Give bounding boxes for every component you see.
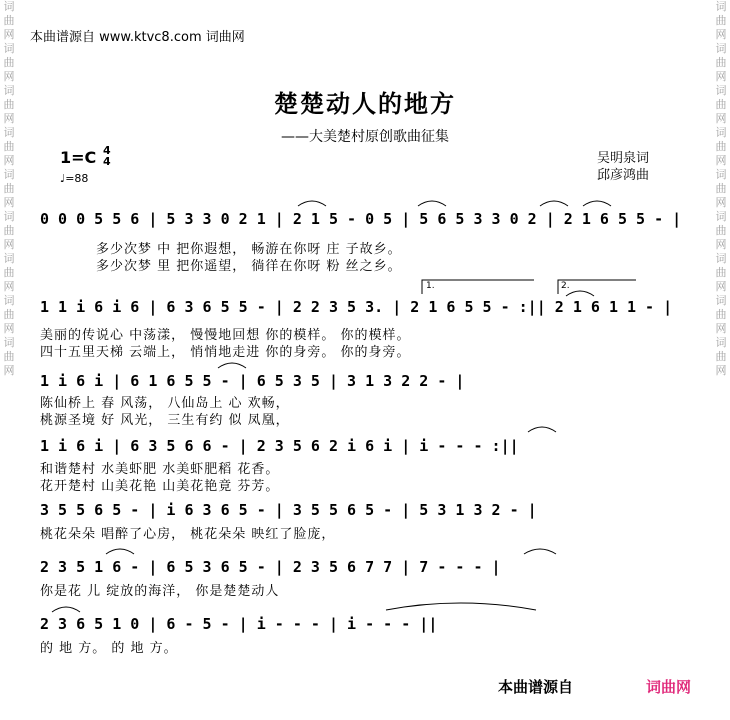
slur: [386, 603, 536, 610]
footer-brand: 词曲网: [646, 678, 692, 696]
composer: 邱彦鸿曲: [597, 168, 650, 183]
slur: [218, 363, 246, 368]
slur: [418, 201, 446, 206]
slur: [52, 607, 80, 612]
score-row-4-lyric-2: 花开楚村 山美花艳 山美花艳竟 芬芳。: [40, 479, 280, 494]
score-row-1-notes: 0 0 0 5 5 6 | 5 3 3 0 2 1 | 2 1 5 - 0 5 | 5 6 5 3 3 0 2 | 2 1 6 5 5 - |: [40, 210, 682, 228]
score-row-2-lyric-2: 四十五里天梯 云端上， 悄悄地走进 你的身旁。 你的身旁。: [40, 345, 411, 360]
slur: [524, 549, 556, 554]
score-row-4-lyric-1: 和谐楚村 水美虾肥 水美虾肥稻 花香。: [40, 462, 280, 477]
volta-1: 1.: [426, 281, 435, 291]
slur: [528, 427, 556, 432]
watermark-right: 词曲网词曲网词曲网词曲网词曲网词曲网词曲网词曲网词曲网: [715, 0, 727, 377]
score-row-4-notes: 1 i 6 i | 6 3 5 6 6 - | 2 3 5 6 2 i 6 i | i - - - :||: [40, 437, 519, 455]
tempo-mark: ♩=88: [60, 172, 89, 185]
footer-source: 本曲谱源自: [498, 678, 574, 696]
score-row-3-lyric-2: 桃源圣境 好 风光， 三生有约 似 凤凰，: [40, 413, 290, 428]
score-row-1-lyric-2: 多少次梦 里 把你遥望， 徜徉在你呀 粉 丝之乡。: [96, 259, 402, 274]
time-bottom: 4: [103, 155, 111, 168]
slur: [298, 201, 326, 206]
time-top: 4: [103, 144, 111, 157]
score-row-3-lyric-1: 陈仙桥上 春 风荡， 八仙岛上 心 欢畅，: [40, 396, 290, 411]
key-signature: 1=C: [60, 148, 97, 167]
score-row-7-notes: 2 3 6 5 1 0 | 6 - 5 - | i - - - | i - - - ||: [40, 615, 438, 633]
slur: [566, 291, 594, 296]
volta-bracket: [422, 280, 534, 294]
song-subtitle: ——大美楚村原创歌曲征集: [281, 129, 449, 145]
slur: [106, 549, 134, 554]
score-row-6-notes: 2 3 5 1 6 - | 6 5 3 6 5 - | 2 3 5 6 7 7 | 7 - - - |: [40, 558, 501, 576]
source-line: 本曲谱源自 www.ktvc8.com 词曲网: [30, 30, 245, 45]
lyricist: 吴明泉词: [597, 151, 650, 166]
score-row-7-lyric-1: 的 地 方。 的 地 方。: [40, 641, 178, 656]
score-row-3-notes: 1 i 6 i | 6 1 6 5 5 - | 6 5 3 5 | 3 1 3 2 2 - |: [40, 372, 465, 390]
song-title: 楚楚动人的地方: [274, 90, 456, 118]
volta-2: 2.: [561, 281, 570, 291]
score-row-2-notes: 1 1 i 6 i 6 | 6 3 6 5 5 - | 2 2 3 5 3. | 2 1 6 5 5 - :|| 2 1 6 1 1 - |: [40, 298, 673, 316]
score-row-5-notes: 3 5 5 6 5 - | i 6 3 6 5 - | 3 5 5 6 5 - | 5 3 1 3 2 - |: [40, 501, 537, 519]
score-row-2-lyric-1: 美丽的传说心 中荡漾， 慢慢地回想 你的模样。 你的模样。: [40, 328, 411, 343]
score-row-5-lyric-1: 桃花朵朵 唱醉了心房， 桃花朵朵 映红了脸庞，: [40, 527, 336, 542]
volta-bracket: [558, 280, 636, 294]
slur: [583, 201, 611, 206]
slur: [540, 201, 568, 206]
watermark-left: 词曲网词曲网词曲网词曲网词曲网词曲网词曲网词曲网词曲网: [3, 0, 15, 377]
score-row-1-lyric-1: 多少次梦 中 把你遐想， 畅游在你呀 庄 子故乡。: [96, 242, 402, 257]
score-row-6-lyric-1: 你是花 儿 绽放的海洋， 你是楚楚动人: [40, 584, 280, 599]
